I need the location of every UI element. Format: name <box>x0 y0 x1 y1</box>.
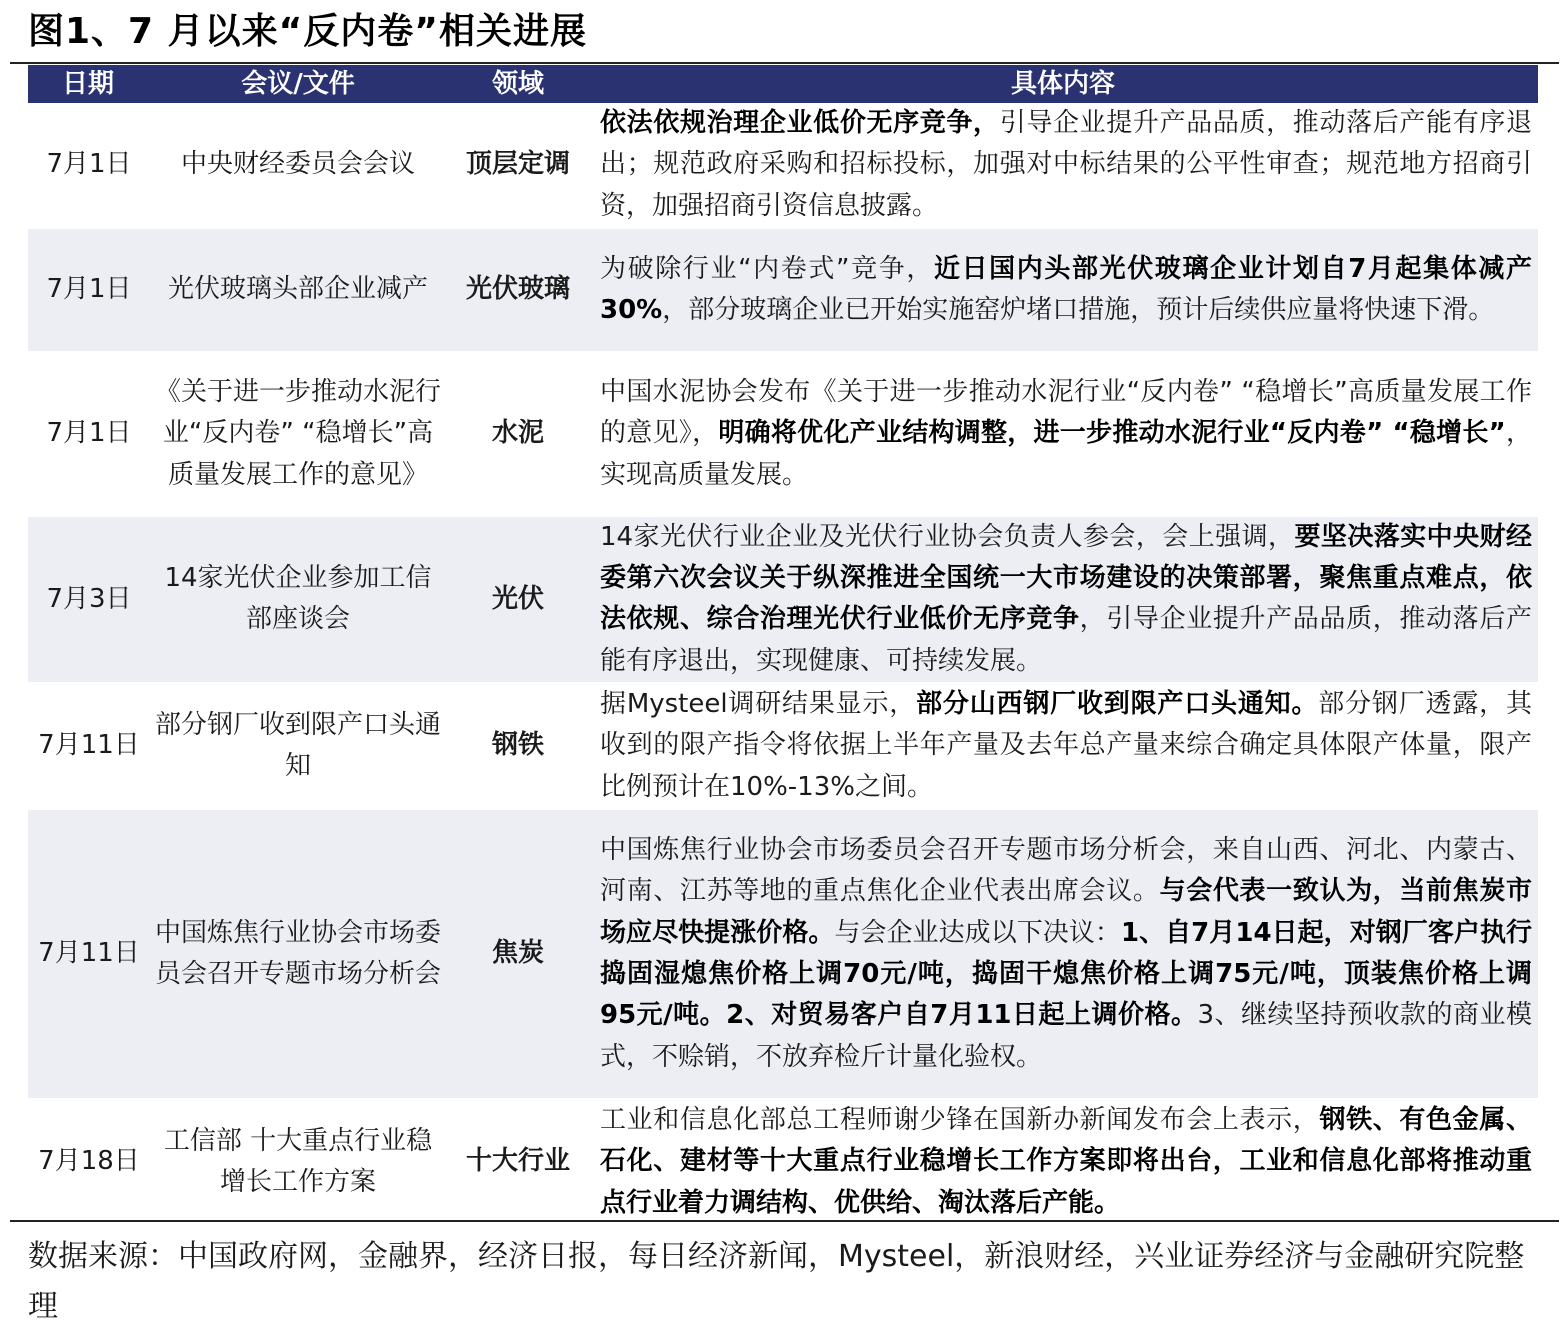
row-content <box>588 683 1538 809</box>
content-segment: 为破除行业“内卷式”竞争， <box>600 253 934 284</box>
table-row <box>28 516 1538 683</box>
row-meeting: 中国炼焦行业协会市场委员会召开专题市场分析会 <box>148 809 448 1099</box>
row-date: 7月1日 <box>28 228 148 352</box>
content-segment: 据Mysteel调研结果显示， <box>600 689 917 720</box>
row-date: 7月3日 <box>28 516 148 683</box>
content-segment: 14家光伏行业企业及光伏行业协会负责人参会，会上强调， <box>600 521 1295 552</box>
row-content <box>588 103 1538 228</box>
row-field: 焦炭 <box>448 809 588 1099</box>
bottom-rule <box>10 1220 1559 1222</box>
row-field: 十大行业 <box>448 1099 588 1225</box>
row-date: 7月1日 <box>28 352 148 516</box>
table-row <box>28 352 1538 516</box>
content-bold-segment: 部分山西钢厂收到限产口头通知。 <box>916 689 1319 720</box>
row-content <box>588 1099 1538 1225</box>
row-content <box>588 809 1538 1099</box>
table-row <box>28 1099 1538 1225</box>
row-date: 7月11日 <box>28 683 148 809</box>
content-segment: ，实现高质量发展。 <box>600 418 1532 490</box>
row-field: 光伏 <box>448 516 588 683</box>
content-segment: 引导企业提升产品品质，推动落后产能有序退出；规范政府采购和招标投标，加强对中标结果的公平性审查；规范地方招商引资，加强招商引资信息披露。 <box>600 108 1532 221</box>
row-meeting: 部分钢厂收到限产口头通知 <box>148 683 448 809</box>
content-segment: 中国炼焦行业协会市场委员会召开专题市场分析会，来自山西、河北、内蒙古、河南、江苏等地的重点焦化企业代表出席会议。 <box>600 835 1532 907</box>
row-field: 光伏玻璃 <box>448 228 588 352</box>
row-field: 钢铁 <box>448 683 588 809</box>
row-content <box>588 352 1538 516</box>
content-segment: 中国水泥协会发布《关于进一步推动水泥行业“反内卷” “稳增长”高质量发展工作的意见》， <box>600 376 1532 449</box>
content-segment: 3、继续坚持预收款的商业模式，不赊销，不放弃检斤计量化验权。 <box>600 1000 1532 1072</box>
table-row <box>28 103 1538 228</box>
content-bold-segment: 近日国内头部光伏玻璃企业计划自7月起集体减产30% <box>600 253 1532 325</box>
row-meeting: 14家光伏企业参加工信部座谈会 <box>148 516 448 683</box>
table-row <box>28 809 1538 1099</box>
figure-title: 图1、7 月以来“反内卷”相关进展 <box>28 11 587 52</box>
content-bold-segment: 与会代表一致认为，当前焦炭市场应尽快提涨价格。 <box>600 876 1532 948</box>
row-date: 7月18日 <box>28 1099 148 1225</box>
row-field: 顶层定调 <box>448 103 588 228</box>
content-segment: 工业和信息化部总工程师谢少锋在国新办新闻发布会上表示， <box>600 1104 1320 1135</box>
row-date: 7月1日 <box>28 103 148 228</box>
row-field: 水泥 <box>448 352 588 516</box>
row-meeting: 《关于进一步推动水泥行业“反内卷” “稳增长”高质量发展工作的意见》 <box>148 352 448 516</box>
row-content <box>588 228 1538 352</box>
content-bold-segment: 要坚决落实中央财经委第六次会议关于纵深推进全国统一大市场建设的决策部署，聚焦重点难点，依法依规、综合治理光伏行业低价无序竞争 <box>600 521 1532 635</box>
content-segment: ，部分玻璃企业已开始实施窑炉堵口措施，预计后续供应量将快速下滑。 <box>662 294 1495 325</box>
header-date: 日期 <box>28 65 148 103</box>
table-row <box>28 683 1538 809</box>
content-bold-segment: 钢铁、有色金属、石化、建材等十大重点行业稳增长工作方案即将出台，工业和信息化部将推动重点行业着力调结构、优供给、淘汰落后产能。 <box>600 1104 1532 1218</box>
row-meeting: 工信部 十大重点行业稳增长工作方案 <box>148 1099 448 1225</box>
header-field: 领域 <box>448 65 588 103</box>
content-segment: 部分钢厂透露，其收到的限产指令将依据上半年产量及去年总产量来综合确定具体限产体量，限产比例预计在10%-13%之间。 <box>600 689 1532 802</box>
progress-table <box>28 65 1538 1226</box>
top-rule <box>10 62 1559 64</box>
content-bold-segment: 明确将优化产业结构调整，进一步推动水泥行业“反内卷” “稳增长” <box>718 418 1506 449</box>
content-segment: ，引导企业提升产品品质，推动落后产能有序退出，实现健康、可持续发展。 <box>600 604 1532 676</box>
table-header-row <box>28 65 1538 103</box>
data-source-note: 数据来源：中国政府网，金融界，经济日报，每日经济新闻，Mysteel，新浪财经，兴业证券经济与金融研究院整理 <box>28 1239 1525 1324</box>
header-content: 具体内容 <box>588 65 1538 103</box>
table-row <box>28 228 1538 352</box>
header-meeting: 会议/文件 <box>148 65 448 103</box>
row-meeting: 中央财经委员会会议 <box>148 103 448 228</box>
content-segment: 与会企业达成以下决议： <box>834 917 1121 948</box>
content-bold-segment: 1、自7月14日起，对钢厂客户执行捣固湿熄焦价格上调70元/吨，捣固干熄焦价格上调75元/吨，顶装焦价格上调95元/吨。2、对贸易客户自7月11日起上调价格。 <box>600 917 1532 1031</box>
row-content <box>588 516 1538 683</box>
content-bold-segment: 依法依规治理企业低价无序竞争， <box>600 108 1000 138</box>
row-meeting: 光伏玻璃头部企业减产 <box>148 228 448 352</box>
row-date: 7月11日 <box>28 809 148 1099</box>
